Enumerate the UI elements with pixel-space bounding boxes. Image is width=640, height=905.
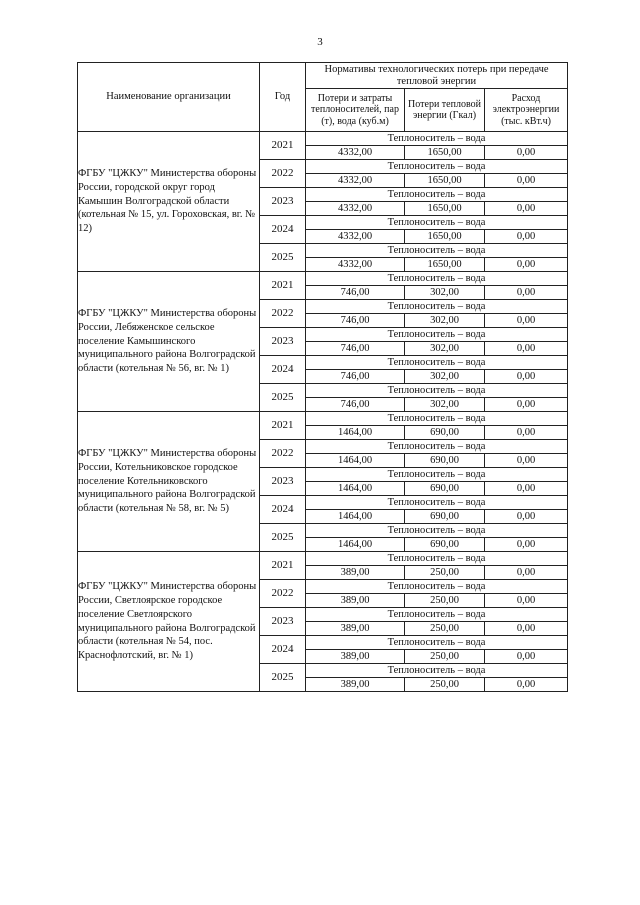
heat-loss-cell: 250,00 bbox=[405, 594, 485, 608]
year-cell: 2022 bbox=[260, 160, 306, 188]
medium-label: Теплоноситель – вода bbox=[306, 300, 568, 314]
medium-label: Теплоноситель – вода bbox=[306, 440, 568, 454]
heat-loss-cell: 690,00 bbox=[405, 482, 485, 496]
medium-label: Теплоноситель – вода bbox=[306, 636, 568, 650]
medium-label: Теплоноситель – вода bbox=[306, 216, 568, 230]
page-number: 3 bbox=[317, 36, 323, 48]
carrier-loss-cell: 4332,00 bbox=[306, 174, 405, 188]
year-cell: 2022 bbox=[260, 580, 306, 608]
electricity-cell: 0,00 bbox=[485, 230, 568, 244]
organization-name: ФГБУ "ЦЖКУ" Министерства обороны России, Светлоярское городское поселение Светлоярского муниципального района Волгоградской области (котельная № 54, пос. Краснофлотский, вг. № 1) bbox=[78, 552, 260, 692]
medium-label: Теплоноситель – вода bbox=[306, 524, 568, 538]
electricity-cell: 0,00 bbox=[485, 622, 568, 636]
organization-name: ФГБУ "ЦЖКУ" Министерства обороны России, Лебяженское сельское поселение Камышинского муниципального района Волгоградской области (котельная № 56, вг. № 1) bbox=[78, 272, 260, 412]
electricity-cell: 0,00 bbox=[485, 398, 568, 412]
heat-loss-cell: 690,00 bbox=[405, 426, 485, 440]
carrier-loss-cell: 746,00 bbox=[306, 286, 405, 300]
electricity-cell: 0,00 bbox=[485, 594, 568, 608]
carrier-loss-cell: 4332,00 bbox=[306, 202, 405, 216]
electricity-cell: 0,00 bbox=[485, 454, 568, 468]
organization-name: ФГБУ "ЦЖКУ" Министерства обороны России, городской округ город Камышин Волгоградской области (котельная № 15, ул. Гороховская, вг. № 12) bbox=[78, 132, 260, 272]
heat-loss-cell: 302,00 bbox=[405, 286, 485, 300]
medium-label: Теплоноситель – вода bbox=[306, 188, 568, 202]
carrier-loss-cell: 389,00 bbox=[306, 678, 405, 692]
header-norms-group: Нормативы технологических потерь при передаче тепловой энергии bbox=[306, 63, 568, 89]
organization-name: ФГБУ "ЦЖКУ" Министерства обороны России, Котельниковское городское поселение Котельниковского муниципального района Волгоградской области (котельная № 58, вг. № 5) bbox=[78, 412, 260, 552]
electricity-cell: 0,00 bbox=[485, 538, 568, 552]
electricity-cell: 0,00 bbox=[485, 482, 568, 496]
electricity-cell: 0,00 bbox=[485, 342, 568, 356]
medium-label: Теплоноситель – вода bbox=[306, 356, 568, 370]
electricity-cell: 0,00 bbox=[485, 510, 568, 524]
electricity-cell: 0,00 bbox=[485, 146, 568, 160]
header-year: Год bbox=[260, 63, 306, 132]
table-row bbox=[78, 272, 568, 286]
electricity-cell: 0,00 bbox=[485, 202, 568, 216]
medium-label: Теплоноситель – вода bbox=[306, 580, 568, 594]
medium-label: Теплоноситель – вода bbox=[306, 496, 568, 510]
electricity-cell: 0,00 bbox=[485, 426, 568, 440]
year-cell: 2021 bbox=[260, 412, 306, 440]
table-row bbox=[78, 412, 568, 426]
table-body bbox=[78, 132, 568, 692]
electricity-cell: 0,00 bbox=[485, 566, 568, 580]
year-cell: 2024 bbox=[260, 216, 306, 244]
year-cell: 2025 bbox=[260, 384, 306, 412]
electricity-cell: 0,00 bbox=[485, 286, 568, 300]
heat-loss-cell: 250,00 bbox=[405, 650, 485, 664]
year-cell: 2021 bbox=[260, 272, 306, 300]
year-cell: 2023 bbox=[260, 188, 306, 216]
carrier-loss-cell: 746,00 bbox=[306, 370, 405, 384]
heat-loss-cell: 1650,00 bbox=[405, 146, 485, 160]
heat-loss-cell: 1650,00 bbox=[405, 230, 485, 244]
heat-loss-cell: 302,00 bbox=[405, 314, 485, 328]
carrier-loss-cell: 746,00 bbox=[306, 314, 405, 328]
year-cell: 2024 bbox=[260, 356, 306, 384]
heat-loss-cell: 690,00 bbox=[405, 538, 485, 552]
table-row bbox=[78, 552, 568, 566]
heat-loss-cell: 250,00 bbox=[405, 566, 485, 580]
carrier-loss-cell: 389,00 bbox=[306, 566, 405, 580]
medium-label: Теплоноситель – вода bbox=[306, 608, 568, 622]
header-losses-heat: Потери тепловой энергии (Гкал) bbox=[405, 89, 485, 132]
heat-loss-cell: 250,00 bbox=[405, 678, 485, 692]
medium-label: Теплоноситель – вода bbox=[306, 132, 568, 146]
heat-loss-cell: 1650,00 bbox=[405, 202, 485, 216]
medium-label: Теплоноситель – вода bbox=[306, 664, 568, 678]
year-cell: 2021 bbox=[260, 132, 306, 160]
year-cell: 2025 bbox=[260, 244, 306, 272]
year-cell: 2023 bbox=[260, 468, 306, 496]
carrier-loss-cell: 1464,00 bbox=[306, 454, 405, 468]
medium-label: Теплоноситель – вода bbox=[306, 552, 568, 566]
carrier-loss-cell: 1464,00 bbox=[306, 510, 405, 524]
year-cell: 2025 bbox=[260, 664, 306, 692]
carrier-loss-cell: 746,00 bbox=[306, 342, 405, 356]
heat-loss-cell: 250,00 bbox=[405, 622, 485, 636]
carrier-loss-cell: 1464,00 bbox=[306, 482, 405, 496]
heat-loss-cell: 302,00 bbox=[405, 398, 485, 412]
medium-label: Теплоноситель – вода bbox=[306, 328, 568, 342]
heat-loss-cell: 1650,00 bbox=[405, 258, 485, 272]
medium-label: Теплоноситель – вода bbox=[306, 468, 568, 482]
year-cell: 2025 bbox=[260, 524, 306, 552]
medium-label: Теплоноситель – вода bbox=[306, 244, 568, 258]
carrier-loss-cell: 389,00 bbox=[306, 594, 405, 608]
heat-loss-cell: 302,00 bbox=[405, 370, 485, 384]
carrier-loss-cell: 1464,00 bbox=[306, 538, 405, 552]
year-cell: 2024 bbox=[260, 496, 306, 524]
medium-label: Теплоноситель – вода bbox=[306, 412, 568, 426]
medium-label: Теплоноситель – вода bbox=[306, 384, 568, 398]
carrier-loss-cell: 389,00 bbox=[306, 650, 405, 664]
electricity-cell: 0,00 bbox=[485, 650, 568, 664]
electricity-cell: 0,00 bbox=[485, 370, 568, 384]
carrier-loss-cell: 4332,00 bbox=[306, 146, 405, 160]
table-header bbox=[78, 63, 568, 132]
year-cell: 2023 bbox=[260, 608, 306, 636]
carrier-loss-cell: 4332,00 bbox=[306, 230, 405, 244]
carrier-loss-cell: 389,00 bbox=[306, 622, 405, 636]
electricity-cell: 0,00 bbox=[485, 314, 568, 328]
electricity-cell: 0,00 bbox=[485, 678, 568, 692]
heat-loss-cell: 302,00 bbox=[405, 342, 485, 356]
norms-table bbox=[77, 62, 568, 692]
year-cell: 2022 bbox=[260, 440, 306, 468]
carrier-loss-cell: 746,00 bbox=[306, 398, 405, 412]
year-cell: 2022 bbox=[260, 300, 306, 328]
heat-loss-cell: 690,00 bbox=[405, 510, 485, 524]
electricity-cell: 0,00 bbox=[485, 174, 568, 188]
year-cell: 2024 bbox=[260, 636, 306, 664]
header-electricity: Расход электроэнергии (тыс. кВт.ч) bbox=[485, 89, 568, 132]
medium-label: Теплоноситель – вода bbox=[306, 272, 568, 286]
carrier-loss-cell: 1464,00 bbox=[306, 426, 405, 440]
header-organization: Наименование организации bbox=[78, 63, 260, 132]
table-row bbox=[78, 132, 568, 146]
header-losses-carrier: Потери и затраты теплоносителей, пар (т), вода (куб.м) bbox=[306, 89, 405, 132]
medium-label: Теплоноситель – вода bbox=[306, 160, 568, 174]
year-cell: 2021 bbox=[260, 552, 306, 580]
electricity-cell: 0,00 bbox=[485, 258, 568, 272]
carrier-loss-cell: 4332,00 bbox=[306, 258, 405, 272]
heat-loss-cell: 690,00 bbox=[405, 454, 485, 468]
heat-loss-cell: 1650,00 bbox=[405, 174, 485, 188]
year-cell: 2023 bbox=[260, 328, 306, 356]
